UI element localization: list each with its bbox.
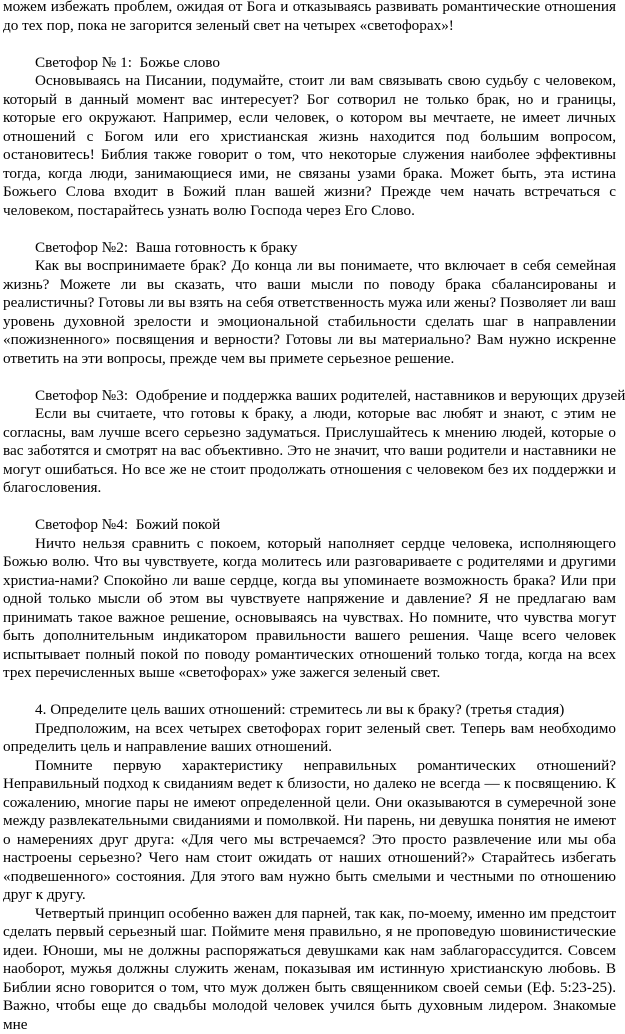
section-4-heading: Светофор №4: Божий покой [3,516,616,535]
step-4-paragraph-2: Помните первую характеристику неправильных романтических отношений? Неправильный подход к свиданиям ведет к близости, но далеко не всегда — к посвящению. К сожалению, многие пары не имеют определенной цели. Они оказываются в сумеречной зоне между развлекательными свиданиями и помолвкой. Ни парень, ни девушка понятия не имеют о намерениях друг друга: «Для чего мы встречаемся? Это просто развлечение или мы оба настроены серьезно? Чего нам стоит ожидать от наших отношений?» Старайтесь избегать «подвешенного» состояния. Для этого вам нужно быть смелыми и честными по отношению друг к другу. [3,757,616,905]
section-1-paragraph: Основываясь на Писании, подумайте, стоит ли вам связывать свою судьбу с человеком, который в данный момент вас интересует? Бог сотворил не только брак, но и границы, которые его окружают. Например, если человек, о котором вы мечтаете, не имеет личных отношений с Богом или его христианская жизнь находится под большим вопросом, остановитесь! Библия также говорит о том, что некоторые служения наиболее эффективны тогда, когда люди, занимающиеся ими, не связаны узами брака. Может быть, эта истина Божьего Слова входит в Божий план вашей жизни? Прежде чем начать встречаться с человеком, постарайтесь узнать волю Господа через Его Слово. [3,72,616,220]
section-2-heading: Светофор №2: Ваша готовность к браку [3,239,616,258]
step-4-heading: 4. Определите цель ваших отношений: стремитесь ли вы к браку? (третья стадия) [3,701,616,720]
section-4-paragraph: Ничто нельзя сравнить с покоем, который наполняет сердце человека, исполняющего Божью волю. Что вы чувствуете, когда молитесь или разговариваете с родителями и другими христиа-нами? Спокойно ли ваше сердце, когда вы упоминаете возможность брака? Или при одной только мысли об этом вы чувствуете напряжение и давление? Я не предлагаю вам принимать такое важное решение, основываясь на чувствах. Но помните, что чувства могут быть дополнительным индикатором правильности вашего решения. Чаще всего человек испытывает полный покой по поводу романтических отношений только тогда, когда на всех трех перечисленных выше «светофорах» уже зажегся зеленый свет. [3,535,616,683]
page-text [3,0,616,1034]
section-3-heading: Светофор №3: Одобрение и поддержка ваших родителей, наставников и верующих друзей [3,387,616,406]
intro-paragraph: можем избежать проблем, ожидая от Бога и отказываясь развивать романтические отношения до тех пор, пока не загорится зеленый свет на четырех «светофорах»! [3,0,616,35]
step-4-paragraph-3: Четвертый принцип особенно важен для парней, так как, по-моему, именно им предстоит сделать первый серьезный шаг. Поймите меня правильно, я не проповедую шовинистические идеи. Юноши, мы не должны распоряжаться девушками как нам заблагорассудится. Совсем наоборот, мужья должны служить женам, показывая им истинную христианскую любовь. В Библии ясно говорится о том, что муж должен быть священником своей семьи (Еф. 5:23-25). Важно, чтобы еще до свадьбы молодой человек учился быть духовным лидером. Знакомые мне [3,905,616,1034]
section-2-paragraph: Как вы воспринимаете брак? До конца ли вы понимаете, что включает в себя семейная жизнь? Можете ли вы сказать, что ваши мысли по поводу брака сбалансированы и реалистичны? Готовы ли вы взять на себя ответственность мужа или жены? Позволяет ли ваш уровень духовной зрелости и эмоциональной стабильности сделать шаг в направлении «пожизненного» посвящения и верности? Готовы ли вы материально? Вам нужно искренне ответить на эти вопросы, прежде чем вы примете серьезное решение. [3,257,616,368]
section-1-heading: Светофор № 1: Божье слово [3,54,616,73]
step-4-paragraph-1: Предположим, на всех четырех светофорах горит зеленый свет. Теперь вам необходимо определить цель и направление ваших отношений. [3,720,616,757]
section-3-paragraph: Если вы считаете, что готовы к браку, а люди, которые вас любят и знают, с этим не согласны, вам лучше всего серьезно задуматься. Прислушайтесь к мнению людей, которые о вас заботятся и смотрят на вас объективно. Это не значит, что ваши родители и наставники не могут ошибаться. Но все же не стоит продолжать отношения с человеком без их поддержки и благословения. [3,405,616,498]
